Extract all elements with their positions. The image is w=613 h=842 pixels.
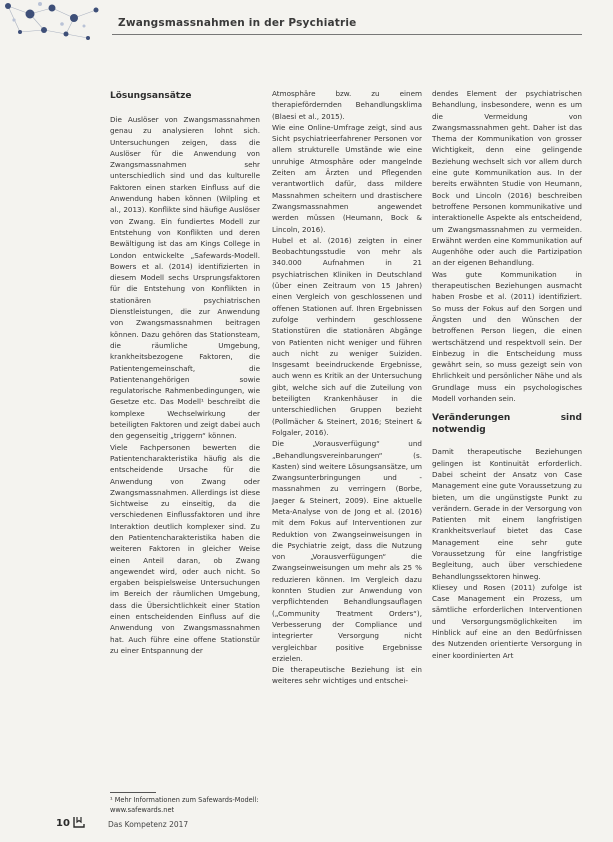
paragraph: Viele Fachpersonen bewerten die Patientencharakteristika häufig als die entscheidende Ursache für die Anwendung von Zwang oder Zwangsmassnahmen. Allerdings ist diese Sichtweise zu einseitig, da die verschiedenen Einflussfaktoren und ihre Interaktion deutlich komplexer sind. Zu den Patientencharakteristika haben die weiteren Faktoren in gleicher Weise einen Anteil daran, ob Zwang angewendet wird, oder auch nicht. So ergaben beispielsweise Untersuchungen im Bereich der räumlichen Umgebung, dass die Übersichtlichkeit einer Station einen entscheidenden Einfluss auf die Anwendung von Zwangsmassnahmen hat. Auch führe eine offene Stationstür zu einer Entspannung der [110,442,260,655]
book-icon [72,815,86,829]
paragraph: Die „Vorausverfügung“ und „Behandlungsvereinbarungen“ (s. Kasten) sind weitere Lösungsansätze, um Zwangsunterbringungen und -massnahmen zu verringern (Borbe, Jaeger & Steinert, 2009). Eine aktuelle Meta-Analyse von de Jong et al. (2016) mit dem Fokus auf Interventionen zur Reduktion von Zwangseinweisungen in die Psychiatrie zeigt, dass die Nutzung von „Vorausverfügungen“ die Zwangseinweisungen um mehr als 25 % reduzieren können. Im Vergleich dazu konnten Studien zur Anwendung von verpflichtenden Behandlungsauflagen („Community Treatment Orders“), Verbesserung der Compliance und integrierter Versorgung nicht vergleichbar positive Ergebnisse erzielen. [272,439,422,663]
paragraph: dendes Element der psychiatrischen Behandlung, insbesondere, wenn es um die Vermeidung von Zwangsmassnahmen geht. Daher ist das Thema der Kommunikation von grosser Wichtigkeit, denn eine gelingende Beziehung wechselt sich vor allem durch eine gute Kommunikation aus. In der bereits erwähnten Studie von Heumann, Bock und Lincoln (2016) beschreiben betroffene Personen kommunikative und interaktionelle Aspekte als entscheidend, um Zwangsmassnahmen zu vermeiden. Erwähnt werden eine Kommunikation auf Augenhöhe oder auch die Partizipation an der eigenen Behandlung. [432,89,582,268]
footnote: ¹ Mehr Informationen zum Safewards-Modell: www.safewards.net [110,796,259,814]
paragraph: Hubel et al. (2016) zeigten in einer Beobachtungsstudie von mehr als 340.000 Aufnahmen in 21 psychiatrischen Kliniken in Deutschland (über einen Zeitraum von 15 Jahren) einen Vergleich von geschlossenen und offenen Stationen auf. Ihren Ergebnissen zufolge verhindern geschlossene Stationstüren die stationären Abgänge von Patienten nicht weniger und führen auch nicht zu weniger Suiziden. Insgesamt beeindruckende Ergebnisse, auch wenn es Kritik an der Untersuchung gibt, welche sich auf die Zuteilung von beteiligten Krankenhäuser in die unterschiedlichen Gruppen bezieht (Pollmächer & Steinert, 2016; Steinert & Folgaler, 2016). [272,235,422,437]
footnote-divider [110,792,156,793]
text-column-3 [432,88,582,661]
paragraph: Kliesey und Rosen (2011) zufolge ist Case Management ein Prozess, um sämtliche erforderlichen Interventionen und Versorgungsmöglichkeiten im Hinblick auf eine an den Bedürfnissen des Nutzenden orientierte Versorgung in einer koordinierten Art [432,582,582,660]
page-number: 10 [56,818,70,829]
section-heading-loesungsansaetze: Lösungsansätze [110,91,192,101]
paragraph: Damit therapeutische Beziehungen gelingen ist Kontinuität erforderlich. Dabei scheint der Ansatz von Case Management eine gute Voraussetzung zu bieten, um die ungünstigste Punkt zu verändern. Gerade in der Versorgung von Patienten mit einem langfristigen Krankheitsverlauf bietet das Case Management eine sehr gute Voraussetzung für eine langfristige Begleitung, auch über verschiedene Behandlungssektoren hinweg. [432,447,582,581]
header-divider [112,34,582,35]
paragraph: Wie eine Online-Umfrage zeigt, sind aus Sicht psychiatrieerfahrener Personen vor allem strukturelle Umstände wie eine unruhige Atmosphäre oder mangelnde Zeiten am Ärzten und Pflegenden verantwortlich dafür, dass mildere Massnahmen scheitern und drastischere Zwangsmassnahmen angewendet werden müssen (Heumann, Bock & Lincoln, 2016). [272,122,422,234]
publication-name: Das Kompetenz 2017 [108,820,189,829]
paragraph: Die therapeutische Beziehung ist ein weiteres sehr wichtiges und entschei- [272,665,422,686]
paragraph: Atmosphäre bzw. zu einem therapiefördernden Behandlungsklima (Blaesi et al., 2015). [272,89,422,121]
paragraph: Die Auslöser von Zwangsmassnahmen genau zu analysieren lohnt sich. Untersuchungen zeigen, dass die Auslöser für die Anwendung von Zwangsmassnahmen sehr unterschiedlich sind und das kulturelle Faktoren einen starken Einfluss auf die Anwendung haben können (Wilpling et al., 2013). Konflikte sind häufige Auslöser von Zwang. Ein fundiertes Modell zur Entstehung von Konflikten und deren Bewältigung ist das am Kings College in London entwickelte „Safewards-Modell. Bowers et al. (2014) identifizierten in diesem Modell sechs Ursprungsfaktoren für die Entstehung von Konflikten in stationären psychiatrischen Dienstleistungen, die zur Anwendung von Zwangsmassnahmen beitragen können. Dazu gehören das Stationsteam, die räumliche Umgebung, krankheitsbezogene Faktoren, die Patientengemeinschaft, die Patientenangehörigen sowie regulatorische Rahmenbedingungen, wie Gesetze etc. Das Modell¹ beschreibt die komplexe Wechselwirkung der beteiligten Faktoren und zeigt dabei auch den gegenseitig „triggern“ können. [110,115,260,441]
running-header-title: Zwangsmassnahmen in der Psychiatrie [118,17,357,29]
section-heading-veraenderungen: Veränderungen sind notwendig [432,413,582,436]
molecule-network-decoration [0,0,110,48]
paragraph: Was gute Kommunikation in therapeutischen Beziehungen ausmacht haben Frosbe et al. (2011) identifiziert. So muss der Fokus auf den Sorgen und Ängsten und den Wünschen der betroffenen Person liegen, die einen wertschätzend und respektvoll sein. Der Einbezug in die Entscheidung muss gewährt sein, so muss gezeigt sein von Ehrlichkeit und persönlicher Nähe und als Grundlage muss ein psychologisches Modell vorhanden sein. [432,269,582,404]
text-column-1 [110,90,260,656]
text-column-2 [272,88,422,687]
